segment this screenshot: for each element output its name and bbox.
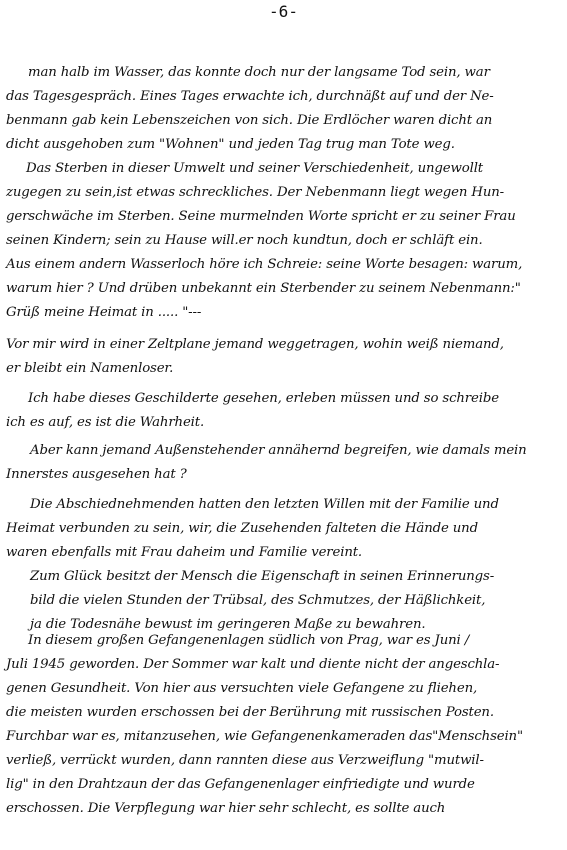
text-line: Juli 1945 geworden. Der Sommer war kalt und diente nicht der angeschla-	[6, 657, 500, 672]
text-line: das Tagesgespräch. Eines Tages erwachte ich, durchnäßt auf und der Ne-	[6, 89, 494, 104]
text-line: Aber kann jemand Außenstehender annähernd begreifen, wie damals mein	[30, 443, 527, 458]
text-line: waren ebenfalls mit Frau daheim und Familie vereint.	[6, 545, 363, 560]
text-line: lig" in den Drahtzaun der das Gefangenenlager einfriedigte und wurde	[6, 777, 475, 792]
text-line: ja die Todesnähe bewust im geringeren Maße zu bewahren.	[30, 617, 426, 632]
text-line: Das Sterben in dieser Umwelt und seiner Verschiedenheit, ungewollt	[26, 161, 483, 176]
text-line: zugegen zu sein,ist etwas schreckliches. Der Nebenmann liegt wegen Hun-	[6, 185, 504, 200]
text-line: In diesem großen Gefangenenlagen südlich von Prag, war es Juni /	[28, 633, 470, 648]
text-line: Innerstes ausgesehen hat ?	[6, 467, 187, 482]
text-line: erschossen. Die Verpflegung war hier sehr schlecht, es sollte auch	[6, 801, 446, 816]
text-line: ich es auf, es ist die Wahrheit.	[6, 415, 205, 430]
page-number: -6-	[269, 2, 298, 21]
text-line: er bleibt ein Namenloser.	[6, 361, 174, 376]
text-line: Vor mir wird in einer Zeltplane jemand weggetragen, wohin weiß niemand,	[6, 337, 504, 352]
text-line: warum hier ? Und drüben unbekannt ein Sterbender zu seinem Nebenmann:"	[6, 281, 521, 296]
text-line: genen Gesundheit. Von hier aus versuchten viele Gefangene zu fliehen,	[6, 681, 478, 696]
text-line: Grüß meine Heimat in ..... "---	[6, 305, 202, 320]
text-line: bild die vielen Stunden der Trübsal, des Schmutzes, der Häßlichkeit,	[30, 593, 486, 608]
text-line: gerschwäche im Sterben. Seine murmelnden Worte spricht er zu seiner Frau	[6, 209, 516, 224]
text-line: dicht ausgehoben zum "Wohnen" und jeden Tag trug man Tote weg.	[6, 137, 455, 152]
text-line: Die Abschiednehmenden hatten den letzten Willen mit der Familie und	[30, 497, 499, 512]
text-line: Zum Glück besitzt der Mensch die Eigenschaft in seinen Erinnerungs-	[30, 569, 495, 584]
text-line: verließ, verrückt wurden, dann rannten diese aus Verzweiflung "mutwil-	[6, 753, 484, 768]
text-line: seinen Kindern; sein zu Hause will.er noch kundtun, doch er schläft ein.	[6, 233, 483, 248]
text-line: die meisten wurden erschossen bei der Berührung mit russischen Posten.	[6, 705, 494, 720]
text-line: benmann gab kein Lebenszeichen von sich. Die Erdlöcher waren dicht an	[6, 113, 493, 128]
text-line: Aus einem andern Wasserloch höre ich Schreie: seine Worte besagen: warum,	[6, 257, 523, 272]
text-line: Ich habe dieses Geschilderte gesehen, erleben müssen und so schreibe	[28, 391, 499, 406]
text-line: man halb im Wasser, das konnte doch nur der langsame Tod sein, war	[28, 65, 490, 80]
text-line: Heimat verbunden zu sein, wir, die Zusehenden falteten die Hände und	[6, 521, 478, 536]
text-line: Furchbar war es, mitanzusehen, wie Gefangenenkameraden das"Menschsein"	[6, 729, 523, 744]
